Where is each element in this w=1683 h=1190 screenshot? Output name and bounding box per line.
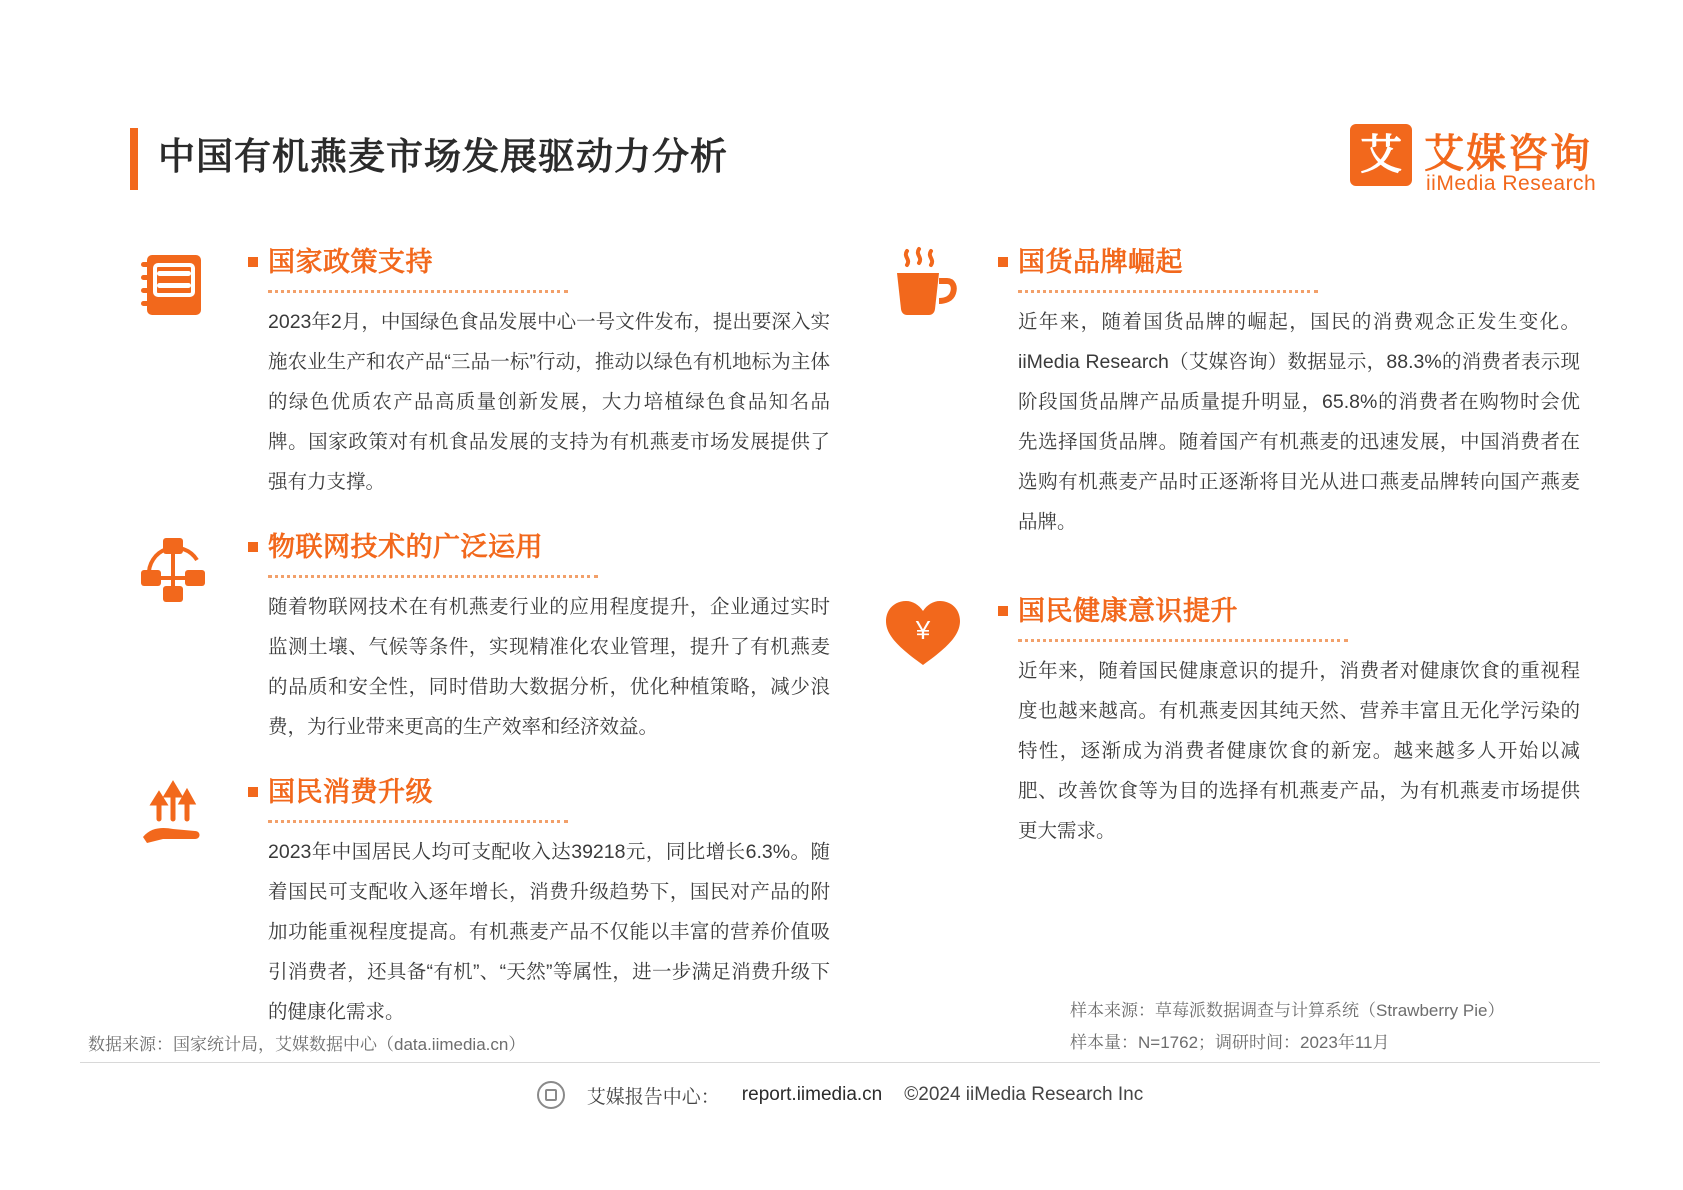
source-note-left: 数据来源：国家统计局，艾媒数据中心（data.iimedia.cn）	[88, 1035, 526, 1054]
brand-logo	[1350, 120, 1600, 206]
growth-hand-icon	[130, 772, 216, 858]
logo-mark: 艾	[1350, 124, 1412, 186]
driver-text: 近年来，随着国货品牌的崛起，国民的消费观念正发生变化。iiMedia Research（艾媒咨询）数据显示，88.3%的消费者表示现阶段国货品牌产品质量提升明显，65.8%的消费者在购物时会优先选择国货品牌。随着国产有机燕麦的迅速发展，中国消费者在选购有机燕麦产品时正逐渐将目光从进口燕麦品牌转向国产燕麦品牌。	[1018, 311, 1580, 533]
driver-heading: 国家政策支持	[268, 247, 433, 277]
driver-heading-row	[248, 240, 830, 279]
left-column	[130, 240, 830, 1055]
bullet-square-icon	[998, 257, 1008, 267]
footer-report-link[interactable]: report.iimedia.cn	[741, 1084, 883, 1105]
driver-heading: 国货品牌崛起	[1018, 247, 1183, 277]
footer-report-center-label: 艾媒报告中心：	[586, 1086, 720, 1108]
bullet-square-icon	[998, 606, 1008, 616]
logo-chinese-name: 艾媒咨询	[1424, 132, 1592, 176]
logo-english-name: iiMedia Research	[1426, 172, 1597, 195]
driver-heading: 国民健康意识提升	[1018, 595, 1238, 626]
driver-block-health-awareness	[880, 589, 1580, 852]
dotted-divider	[268, 817, 568, 823]
driver-heading: 物联网技术的广泛运用	[268, 531, 543, 562]
iot-network-icon	[130, 527, 216, 613]
driver-block-body	[998, 589, 1580, 852]
dotted-divider	[268, 287, 568, 293]
driver-heading-row	[248, 525, 830, 564]
driver-block-body	[998, 240, 1580, 543]
sample-size-line: 样本量：N=1762；调研时间：2023年11月	[1070, 1033, 1390, 1053]
bullet-square-icon	[248, 787, 258, 797]
sample-source-line: 样本来源：草莓派数据调查与计算系统（Strawberry Pie）	[1070, 1001, 1505, 1020]
notebook-icon	[130, 242, 216, 328]
report-center-icon	[537, 1081, 565, 1109]
driver-text: 2023年中国居民人均可支配收入达39218元，同比增长6.3%。随着国民可支配收入逐年增长，消费升级趋势下，国民对产品的附加功能重视程度提高。有机燕麦产品不仅能以丰富的营养价值吸引消费者，还具备“有机”、“天然”等属性，进一步满足消费升级下的健康化需求。	[268, 840, 830, 1023]
driver-heading-row	[248, 770, 830, 809]
driver-block-consumption	[130, 770, 830, 1033]
driver-block-domestic-brands	[880, 240, 1580, 543]
page-footer	[80, 1075, 1600, 1115]
dotted-divider	[268, 572, 598, 578]
driver-heading-row	[998, 240, 1580, 279]
driver-text: 随着物联网技术在有机燕麦行业的应用程度提升，企业通过实时监测土壤、气候等条件，实现精准化农业管理，提升了有机燕麦的品质和安全性，同时借助大数据分析，优化种植策略，减少浪费，为行业带来更高的生产效率和经济效益。	[268, 595, 830, 738]
footer-divider	[80, 1062, 1600, 1063]
bullet-square-icon	[248, 257, 258, 267]
heart-yuan-icon	[880, 591, 966, 677]
footer-copyright: ©2024 iiMedia Research Inc	[904, 1084, 1144, 1105]
svg-text:¥: ¥	[915, 614, 931, 645]
right-column	[880, 240, 1580, 874]
dotted-divider	[1018, 636, 1348, 642]
driver-block-body	[248, 525, 830, 748]
bullet-square-icon	[248, 542, 258, 552]
title-accent-bar	[130, 128, 138, 190]
page-title: 中国有机燕麦市场发展驱动力分析	[158, 136, 728, 177]
driver-block-policy	[130, 240, 830, 503]
driver-text: 近年来，随着国民健康意识的提升，消费者对健康饮食的重视程度也越来越高。有机燕麦因其纯天然、营养丰富且无化学污染的特性，逐渐成为消费者健康饮食的新宠。越来越多人开始以减肥、改善饮食等为目的选择有机燕麦产品，为有机燕麦市场提供更大需求。	[1018, 659, 1580, 842]
driver-block-iot	[130, 525, 830, 748]
driver-block-body	[248, 240, 830, 503]
driver-heading-row	[998, 589, 1580, 628]
driver-heading: 国民消费升级	[268, 776, 433, 807]
driver-text: 2023年2月，中国绿色食品发展中心一号文件发布，提出要深入实施农业生产和农产品“三品一标”行动，推动以绿色有机地标为主体的绿色优质农产品高质量创新发展，大力培植绿色食品知名品牌。国家政策对有机食品发展的支持为有机燕麦市场发展提供了强有力支撑。	[268, 311, 830, 493]
dotted-divider	[1018, 287, 1318, 293]
source-note-right	[1070, 995, 1504, 1060]
hot-drink-cup-icon	[880, 242, 966, 328]
driver-block-body	[248, 770, 830, 1033]
page-header	[130, 120, 1600, 210]
